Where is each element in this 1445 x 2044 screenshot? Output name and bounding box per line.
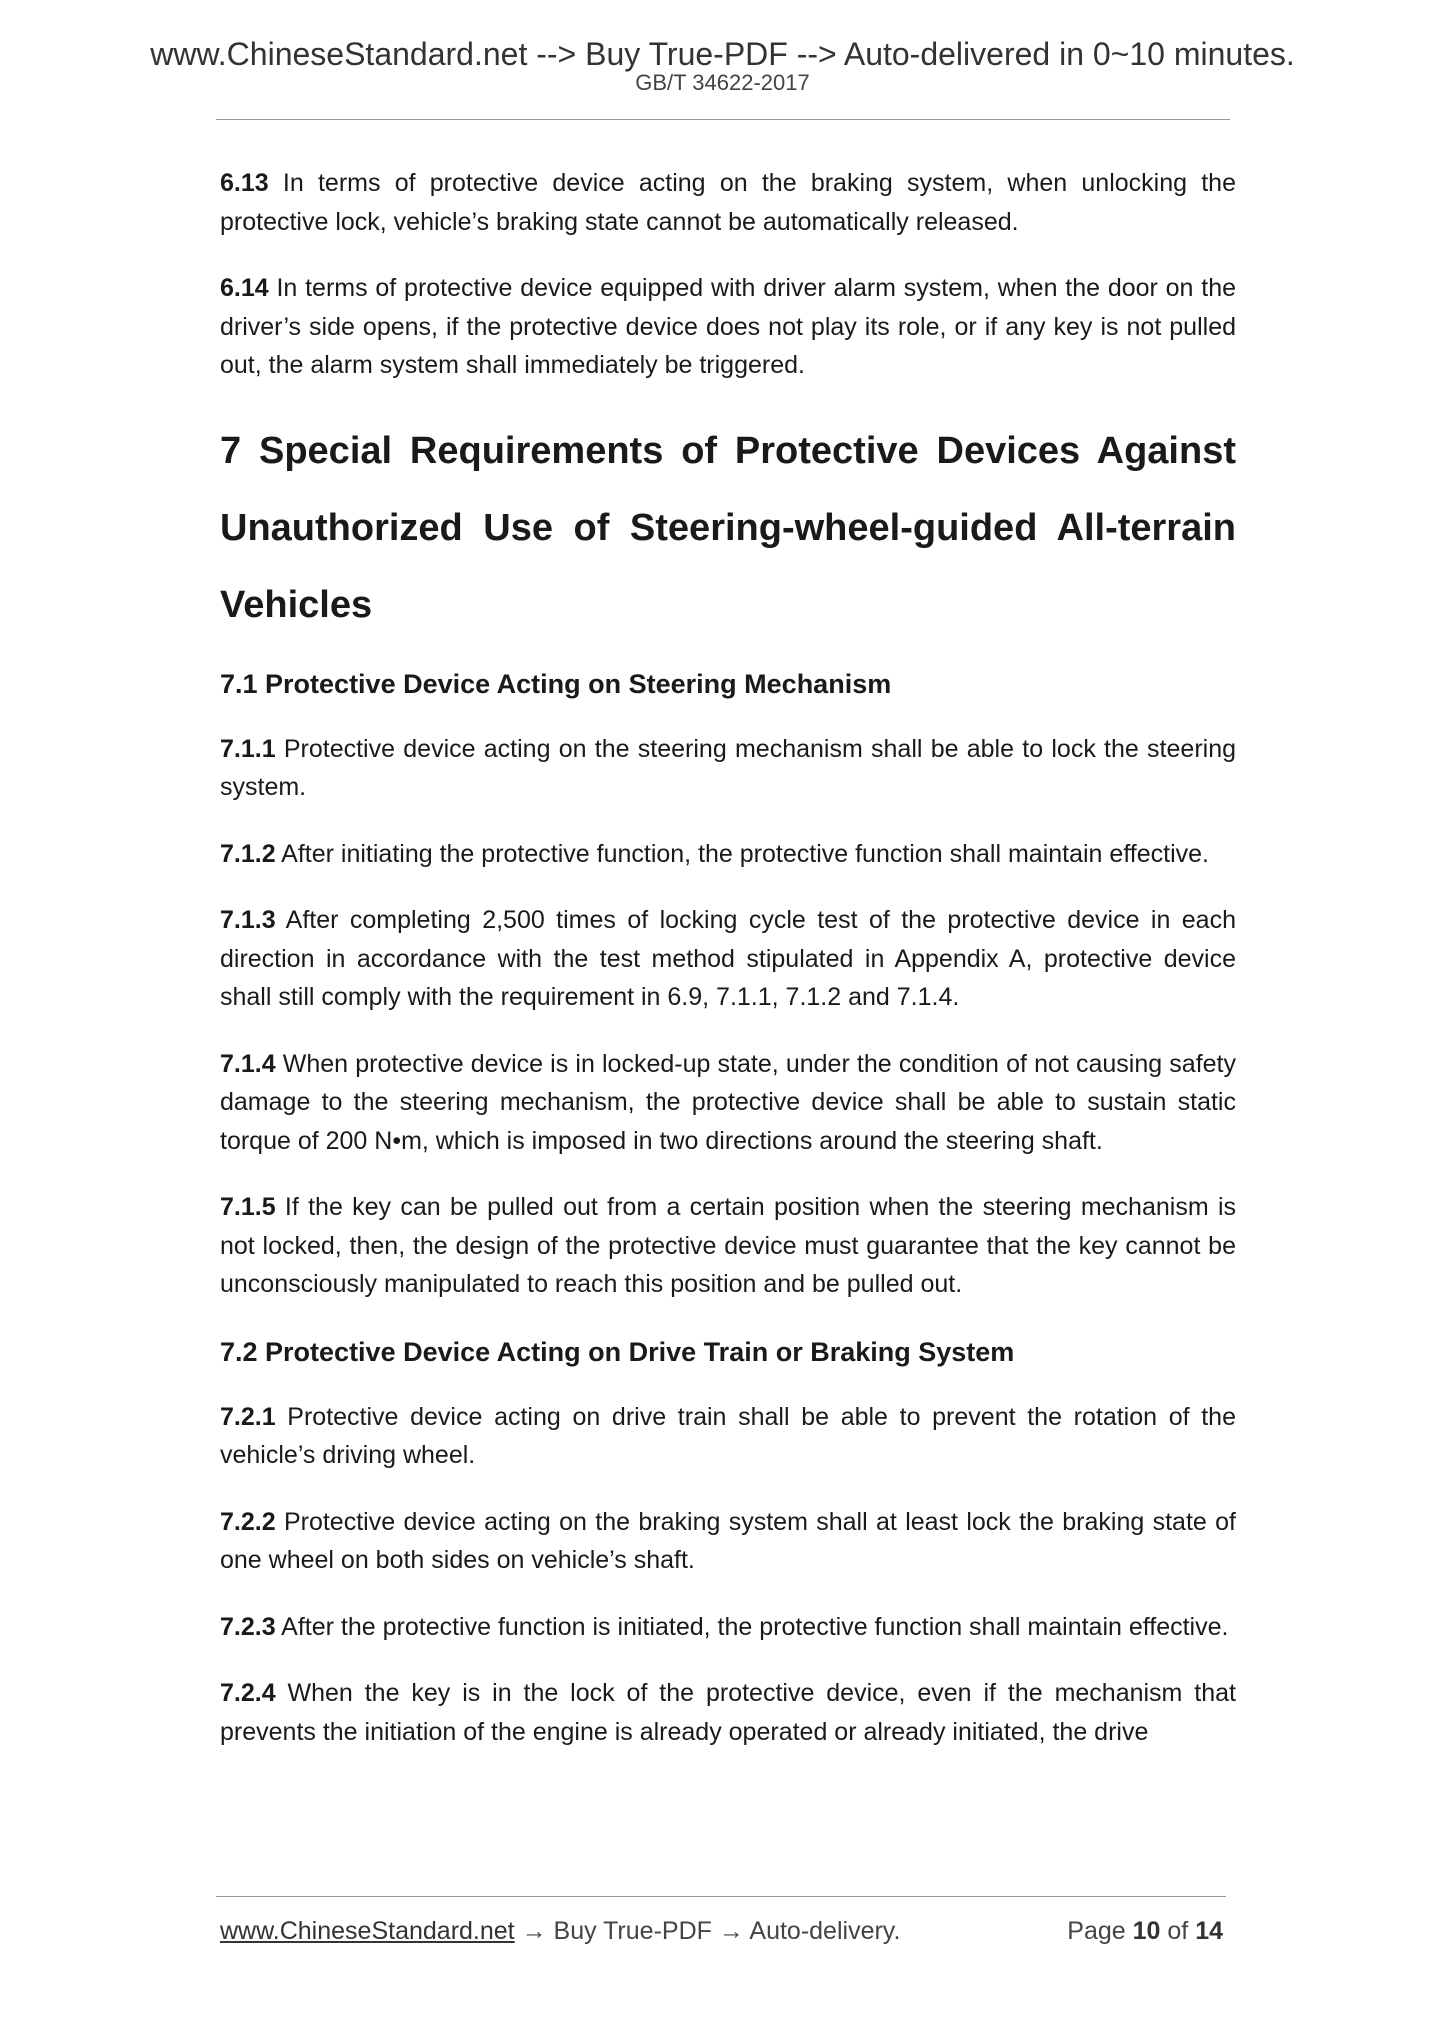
clause-text: After the protective function is initiated, the protective function shall maintain effective. — [275, 1612, 1229, 1641]
section-7-2-heading: 7.2 Protective Device Acting on Drive Train or Braking System — [220, 1336, 1015, 1367]
page-number: 10 — [1132, 1917, 1161, 1945]
section-7-heading: 7 Special Requirements of Protective Devices Against Unauthorized Use of Steering-wheel-guided All-terrain Vehicles — [220, 429, 1236, 626]
clause-number: 7.2.2 — [220, 1507, 276, 1536]
of-label: of — [1167, 1917, 1189, 1945]
clause-text: If the key can be pulled out from a certain position when the steering mechanism is not locked, then, the design of the protective device must guarantee that the key cannot be unconsciously manipulated to reach this position and be pulled out. — [220, 1193, 1236, 1298]
clause-number: 7.1.2 — [220, 839, 276, 868]
section-7-1-heading: 7.1 Protective Device Acting on Steering Mechanism — [220, 668, 892, 699]
clause-text: In terms of protective device equipped with driver alarm system, when the door on the driver’s side opens, if the protective device does not play its role, or if any key is not pulled out, the alarm system shall immediately be triggered. — [220, 274, 1236, 379]
clause-number: 7.2.3 — [220, 1612, 276, 1641]
clause-7-2-4 — [220, 1674, 1236, 1751]
clause-number: 7.1.1 — [220, 734, 276, 763]
header-divider — [216, 119, 1230, 120]
standard-code: GB/T 34622-2017 — [635, 70, 810, 95]
clause-7-1-2 — [220, 835, 1236, 874]
clause-7-1-4 — [220, 1045, 1236, 1161]
clause-7-1-5 — [220, 1188, 1236, 1304]
clause-7-1-1 — [220, 730, 1236, 807]
clause-text: In terms of protective device acting on the braking system, when unlocking the protective lock, vehicle’s braking state cannot be automatically released. — [220, 169, 1236, 236]
footer-promo — [220, 1916, 900, 1946]
page-label: Page — [1067, 1917, 1126, 1945]
clause-number: 6.14 — [220, 274, 269, 302]
clause-number: 7.1.5 — [220, 1193, 276, 1221]
total-pages: 14 — [1195, 1917, 1223, 1945]
clause-number: 6.13 — [220, 169, 269, 197]
site-link[interactable]: www.ChineseStandard.net — [220, 1917, 515, 1945]
clause-6-14 — [220, 269, 1236, 385]
page-content — [220, 164, 1236, 1779]
clause-number: 7.2.1 — [220, 1402, 276, 1431]
footer-divider — [216, 1896, 1226, 1897]
clause-number: 7.2.4 — [220, 1679, 276, 1707]
clause-7-1-3 — [220, 901, 1236, 1017]
clause-7-2-1 — [220, 1398, 1236, 1475]
clause-text: Protective device acting on drive train shall be able to prevent the rotation of the vehicle’s driving wheel. — [220, 1402, 1236, 1469]
page-indicator — [1067, 1916, 1223, 1946]
clause-text: Protective device acting on the steering mechanism shall be able to lock the steering system. — [220, 734, 1236, 801]
clause-7-2-3 — [220, 1608, 1236, 1647]
clause-text: After completing 2,500 times of locking cycle test of the protective device in each direction in accordance with the test method stipulated in Appendix A, protective device shall still comply with the requirement in 6.9, 7.1.1, 7.1.2 and 7.1.4. — [220, 906, 1236, 1011]
clause-number: 7.1.4 — [220, 1049, 276, 1078]
clause-text: When the key is in the lock of the protective device, even if the mechanism that prevents the initiation of the engine is already operated or already initiated, the drive — [220, 1679, 1236, 1746]
clause-text: After initiating the protective function, the protective function shall maintain effective. — [275, 839, 1210, 868]
buy-text: → Buy True-PDF → Auto-delivery. — [514, 1917, 901, 1945]
clause-6-13 — [220, 164, 1236, 241]
clause-7-2-2 — [220, 1503, 1236, 1580]
clause-text: Protective device acting on the braking system shall at least lock the braking state of one wheel on both sides on vehicle’s shaft. — [220, 1507, 1236, 1574]
clause-text: When protective device is in locked-up state, under the condition of not causing safety damage to the steering mechanism, the protective device shall be able to sustain static torque of 200 N•m, which is imposed in two directions around the steering shaft. — [220, 1049, 1236, 1155]
top-banner: www.ChineseStandard.net --> Buy True-PDF --> Auto-delivered in 0~10 minutes. — [150, 36, 1295, 72]
clause-number: 7.1.3 — [220, 906, 276, 934]
